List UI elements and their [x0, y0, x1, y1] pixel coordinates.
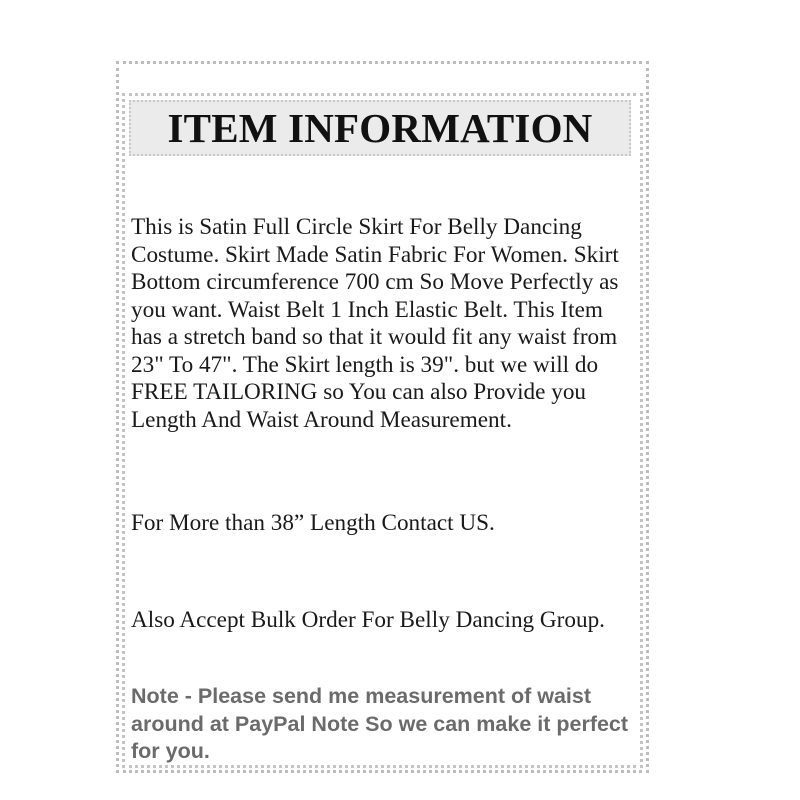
- item-information-panel: [122, 93, 643, 768]
- outer-frame: [116, 61, 649, 773]
- length-contact-paragraph: For More than 38” Length Contact US.: [131, 510, 495, 536]
- page-title: ITEM INFORMATION: [167, 105, 593, 151]
- bulk-order-paragraph: Also Accept Bulk Order For Belly Dancing Group.: [131, 607, 605, 633]
- description-paragraph: This is Satin Full Circle Skirt For Belly Dancing Costume. Skirt Made Satin Fabric For Women. Skirt Bottom circumference 700 cm So Move Perfectly as you want. Waist Belt 1 Inch Elastic Belt. This Item has a stretch band so that it would fit any waist from 23" To 47". The Skirt length is 39". but we will do FREE TAILORING so You can also Provide you Length And Waist Around Measurement.: [131, 214, 619, 433]
- note-paragraph: Note - Please send me measurement of waist around at PayPal Note So we can make it perfect for you.: [131, 684, 629, 763]
- heading-box: [129, 100, 631, 156]
